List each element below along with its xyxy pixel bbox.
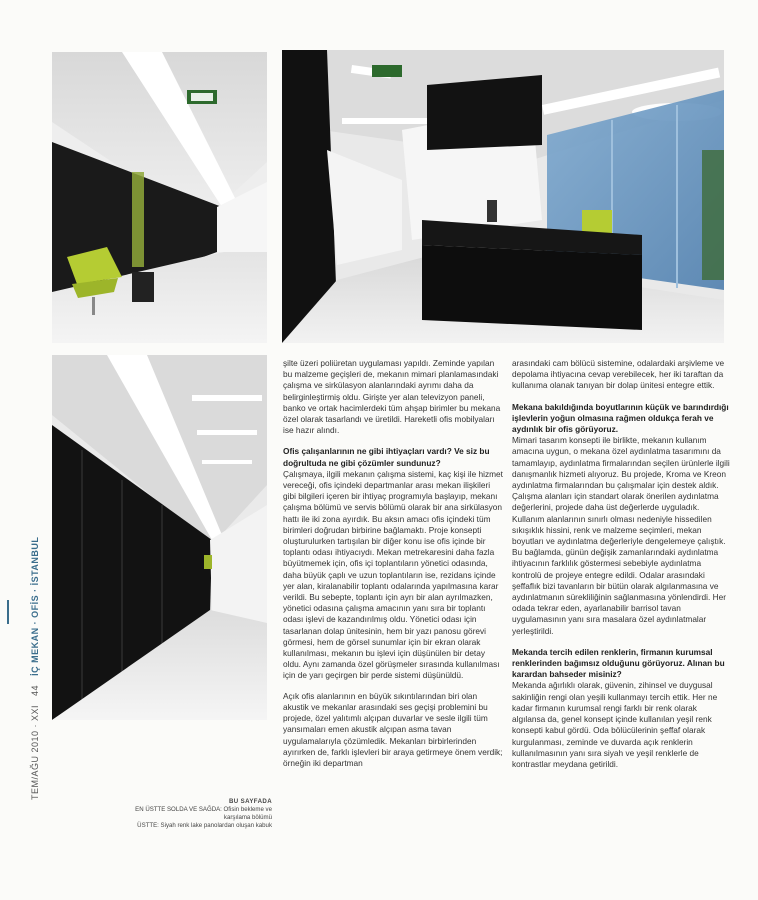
paragraph: şilte üzeri poliüretan uygulaması yapıldı. Zeminde yapılan bu malzeme geçişleri de, mekanın mimari planlamasındaki çalışma ve sirkülasyon alanlarındaki ayrımı daha da belirginleştirmiş oldu. Girişte yer alan televizyon paneli, banko ve ortak hacimlerdeki tüm ahşap birimler bu mekana özel olarak tasarlandı ve üretildi. Hareketli ofis mobilyaları ise hazır alındı. [283,358,501,436]
photo-caption [100,798,272,830]
issue-label: TEM/AĞU 2010 · XXI [30,704,40,800]
photo-top-right [282,50,724,343]
photo-bottom-left [52,355,267,720]
caption-line: ÜSTTE: Siyah renk lake panolardan oluşan kabuk [137,822,272,829]
caption-title: BU SAYFADA [228,798,272,805]
page-spine [0,0,46,900]
paragraph: Açık ofis alanlarının en büyük sıkıntılarından biri olan akustik ve mekanlar arasındaki ses geçişi problemini bu projede, özel yalıtımlı alçıpan duvarlar ve sesle ilgili tüm yansımaları emen akustik alçıpan asma tavan uygulamalarıyla çözümledik. Mekanları birbirlerinden ayırırken de, farklı işlevleri bir araya getirmeye önem verdik; örneğin iki departman [283,690,503,768]
spine-label [30,330,40,800]
page-number: 44 [30,684,40,696]
section-label: İÇ MEKAN · OFİS · İSTANBUL [30,536,40,676]
interview-question: Ofis çalışanlarının ne gibi ihtiyaçları vardı? Ve siz bu doğrultuda ne gibi çözümler sundunuz? [283,446,490,468]
text-column-1 [283,358,503,769]
interview-question: Mekana bakıldığında boyutlarının küçük ve barındırdığı işlevlerin yoğun olmasına rağmen oldukça ferah ve aydınlık bir ofis görüyoruz. [512,401,729,435]
paragraph: Mekanda ağırlıklı olarak, güvenin, zihinsel ve duygusal sakinliğin rengi olan yeşili kullanmayı tercih ettik. Her ne kadar firmanın kurumsal rengi farklı bir renk olarak algılansa da, genel konsept içinde kullanılan yeşil renk konsepti kabul gördü. Oda bölücülerinin şeffaf olarak kurgulanması, zeminde ve duvarda açık renklerin kullanılmasının yanı sıra siyah ve yeşil renklerle de kontrastlar meydana getirildi. [512,680,718,769]
text-column-2 [512,358,730,770]
paragraph: Çalışmaya, ilgili mekanın çalışma sistemi, kaç kişi ile hizmet vereceği, ofis içindeki departmanlar arası mekan ilişkileri gibi bilgileri içeren bir ihtiyaç programıyla başlayıp, mekanı çalışma bölümü ve servis bölümü olarak bir ana sirkülasyon hattı ile iki zona ayırdık. Bu aksın amacı ofis içindeki tüm birimleri doğrudan birbirine bağlamaktı. Proje konsepti oluşturulurken tartışılan bir diğer konu ise ofis içinde bir toplantı odası ihtiyacıydı. Mekan metrekaresini daha fazla büyütmemek için, ofis içi toplantıların yönetici odasında, daha büyük çaplı ve uzun toplantıların ise, rezidans içinde yer alan, kiralanabilir toplantı odalarında yapılmasına karar verildi. Bu sebepte, toplantı için ayrı bir alan ayrılmazken, yönetici odasına çalışma amacının yanı sıra bir toplantı odası işlevi de kazandırılmış oldu. Yönetici odası için tasarlanan dolap ünitesinin, hem bir yazı panosu görevi görmesi, hem de görsel sunumlar için bir ekran olarak kullanılması, mekanın bu işlevi için düşünülen bir detay oldu. Aynı zamanda özel görüşmeler sırasında kullanılması için de yarı geçirgen bir perde sistemi düşünüldü. [283,468,503,681]
photo-top-left [52,52,267,343]
caption-line: karşılama bölümü [223,814,272,821]
paragraph: arasındaki cam bölücü sistemine, odalardaki arşivleme ve depolama ihtiyacına cevap verebilecek, her iki taraftan da kullanıma olanak tanıyan bir dolap ünitesi entegre ettik. [512,358,725,391]
interview-question: Mekanda tercih edilen renklerin, firmanın kurumsal renklerinden bağımsız olduğunu görüyoruz. Alınan bu karardan bahseder misiniz? [512,646,725,680]
spine-accent-bar [7,600,9,624]
caption-line: EN ÜSTTE SOLDA VE SAĞDA: Ofisin bekleme ve [135,806,272,813]
paragraph: Mimari tasarım konsepti ile birlikte, mekanın kullanım amacına uygun, o mekana özel aydınlatma tasarımını da tamamlayıp, aydınlatma firmalarından seçilen ürünlerle ilgili danışmanlık hizmeti alıyoruz. Bu projede, Kroma ve Kreon aydınlatma firmalarından bu çalışmalar için destek aldık. Çalışma alanları için standart olarak önerilen aydınlatma değerlerini, projede daha üst değerlerde uyguladık. Kullanım alanlarının sınırlı olması nedeniyle hissedilen sıkışıklık hissini, renk ve malzeme seçimleri, mekan boyutları ve aydınlatma değerleriyle dengelemeye çalıştık. Bu bağlamda, günün değişik zamanlarındaki aydınlatma ihtiyacının farklılık göstermesi sebebiyle aydınlatma kontrolü de projeye entegre edildi. Odalar arasındaki şeffaflık bizi tavanların bir bütün olarak algılanmasına ve aydınlatmanın sürekliliğinin sağlanmasına yönlendirdi. Her odada tekrar eden, ayarlanabilir barrisol tavan uygulamasının yanı sıra masalara özel aydınlatmalar yerleştirildi. [512,435,730,636]
